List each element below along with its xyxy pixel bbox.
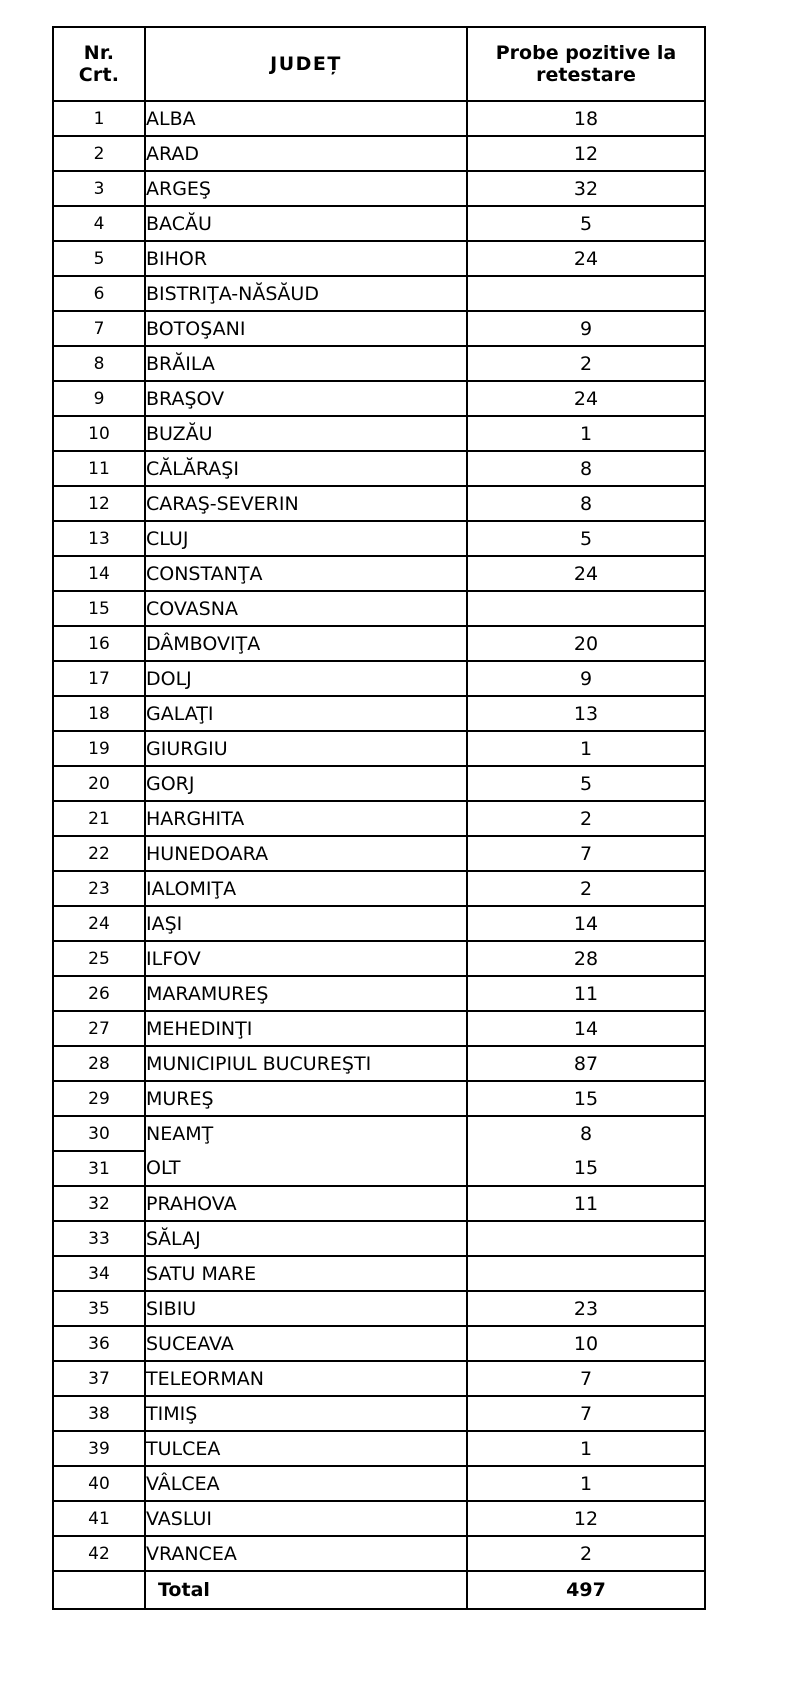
- cell-probe-pozitive: 28: [467, 941, 705, 976]
- cell-nr-crt: 7: [53, 311, 145, 346]
- cell-probe-pozitive: 10: [467, 1326, 705, 1361]
- cell-judet: BOTOŞANI: [145, 311, 467, 346]
- table-body: [53, 101, 705, 1609]
- cell-judet: VASLUI: [145, 1501, 467, 1536]
- cell-nr-crt: 11: [53, 451, 145, 486]
- cell-judet: MUREŞ: [145, 1081, 467, 1116]
- cell-judet: ARAD: [145, 136, 467, 171]
- cell-probe-pozitive: 15: [467, 1081, 705, 1116]
- cell-judet: CARAŞ-SEVERIN: [145, 486, 467, 521]
- cell-probe-pozitive: 5: [467, 206, 705, 241]
- cell-nr-crt: 41: [53, 1501, 145, 1536]
- cell-judet: GORJ: [145, 766, 467, 801]
- cell-nr-crt: 13: [53, 521, 145, 556]
- cell-probe-pozitive: [467, 1221, 705, 1256]
- table-row: [53, 591, 705, 626]
- cell-probe-pozitive: 18: [467, 101, 705, 136]
- header-probe-line1: Probe pozitive la: [495, 41, 677, 64]
- cell-probe-pozitive: [467, 591, 705, 626]
- table-header: [53, 27, 705, 101]
- cell-probe-pozitive: 1: [467, 416, 705, 451]
- header-judet: JUDEȚ: [145, 27, 467, 101]
- table-row: [53, 1256, 705, 1291]
- cell-probe-pozitive: [467, 1256, 705, 1291]
- cell-nr-crt: 8: [53, 346, 145, 381]
- cell-probe-pozitive: 2: [467, 346, 705, 381]
- cell-probe-pozitive: 32: [467, 171, 705, 206]
- cell-probe-pozitive: 9: [467, 661, 705, 696]
- table-row: [53, 1466, 705, 1501]
- cell-nr-crt: 34: [53, 1256, 145, 1291]
- cell-nr-crt: 17: [53, 661, 145, 696]
- cell-judet: SATU MARE: [145, 1256, 467, 1291]
- cell-judet: TELEORMAN: [145, 1361, 467, 1396]
- cell-probe-pozitive: 2: [467, 871, 705, 906]
- table-row: [53, 731, 705, 766]
- cell-nr-crt: 20: [53, 766, 145, 801]
- table-row: [53, 171, 705, 206]
- cell-nr-crt: 15: [53, 591, 145, 626]
- table-row: [53, 1326, 705, 1361]
- cell-judet: GIURGIU: [145, 731, 467, 766]
- cell-nr-crt: 29: [53, 1081, 145, 1116]
- cell-probe-pozitive: 1: [467, 1431, 705, 1466]
- cell-nr-crt: 9: [53, 381, 145, 416]
- cell-judet: ILFOV: [145, 941, 467, 976]
- cell-judet: MARAMUREŞ: [145, 976, 467, 1011]
- cell-probe-pozitive: 12: [467, 1501, 705, 1536]
- cell-judet: CLUJ: [145, 521, 467, 556]
- cell-nr-crt: 27: [53, 1011, 145, 1046]
- table-row: [53, 1151, 705, 1186]
- table-row: [53, 941, 705, 976]
- table-row: [53, 416, 705, 451]
- table-row: [53, 1501, 705, 1536]
- cell-judet: IAŞI: [145, 906, 467, 941]
- cell-judet: ALBA: [145, 101, 467, 136]
- cell-judet: SIBIU: [145, 1291, 467, 1326]
- table-row: [53, 906, 705, 941]
- cell-probe-pozitive: 1: [467, 731, 705, 766]
- table-row: [53, 1011, 705, 1046]
- cell-judet: NEAMŢ: [145, 1116, 467, 1151]
- cell-judet: TULCEA: [145, 1431, 467, 1466]
- cell-nr-crt: 21: [53, 801, 145, 836]
- cell-nr-crt: 10: [53, 416, 145, 451]
- table-row: [53, 556, 705, 591]
- cell-probe-pozitive: 7: [467, 1396, 705, 1431]
- table-row: [53, 241, 705, 276]
- cell-probe-pozitive: 14: [467, 906, 705, 941]
- cell-judet: OLT: [145, 1151, 467, 1186]
- cell-nr-crt: 23: [53, 871, 145, 906]
- table-row: [53, 276, 705, 311]
- header-probe-line2: retestare: [536, 64, 636, 86]
- cell-probe-pozitive: 15: [467, 1151, 705, 1186]
- cell-nr-crt: 38: [53, 1396, 145, 1431]
- table-row: [53, 1431, 705, 1466]
- table-row: [53, 311, 705, 346]
- cell-total-value: 497: [467, 1571, 705, 1609]
- cell-probe-pozitive: 2: [467, 1536, 705, 1571]
- cell-judet: VRANCEA: [145, 1536, 467, 1571]
- cell-judet: BRĂILA: [145, 346, 467, 381]
- cell-total-nr: [53, 1571, 145, 1609]
- cell-probe-pozitive: 87: [467, 1046, 705, 1081]
- header-nr-line2: Crt.: [78, 64, 120, 86]
- table-row: [53, 836, 705, 871]
- table-row: [53, 1536, 705, 1571]
- cell-nr-crt: 36: [53, 1326, 145, 1361]
- cell-nr-crt: 26: [53, 976, 145, 1011]
- table-row: [53, 1361, 705, 1396]
- cell-nr-crt: 6: [53, 276, 145, 311]
- table-row: [53, 206, 705, 241]
- cell-probe-pozitive: 13: [467, 696, 705, 731]
- table-row: [53, 1221, 705, 1256]
- cell-judet: BISTRIŢA-NĂSĂUD: [145, 276, 467, 311]
- cell-nr-crt: 37: [53, 1361, 145, 1396]
- cell-probe-pozitive: 23: [467, 1291, 705, 1326]
- cell-probe-pozitive: 24: [467, 381, 705, 416]
- header-nr-crt: [53, 27, 145, 101]
- cell-nr-crt: 18: [53, 696, 145, 731]
- table-row: [53, 801, 705, 836]
- cell-nr-crt: 19: [53, 731, 145, 766]
- cell-judet: HUNEDOARA: [145, 836, 467, 871]
- header-probe-pozitive: [467, 27, 705, 101]
- cell-nr-crt: 2: [53, 136, 145, 171]
- cell-probe-pozitive: 11: [467, 1186, 705, 1221]
- cell-probe-pozitive: 7: [467, 836, 705, 871]
- cell-probe-pozitive: 2: [467, 801, 705, 836]
- table-row: [53, 871, 705, 906]
- table-total-row: [53, 1571, 705, 1609]
- cell-nr-crt: 39: [53, 1431, 145, 1466]
- table-row: [53, 451, 705, 486]
- cell-judet: TIMIŞ: [145, 1396, 467, 1431]
- cell-judet: SĂLAJ: [145, 1221, 467, 1256]
- cell-nr-crt: 14: [53, 556, 145, 591]
- cell-probe-pozitive: 8: [467, 486, 705, 521]
- table-row: [53, 346, 705, 381]
- cell-judet: BUZĂU: [145, 416, 467, 451]
- header-row: [53, 27, 705, 101]
- table-row: [53, 486, 705, 521]
- cell-nr-crt: 35: [53, 1291, 145, 1326]
- cell-probe-pozitive: 11: [467, 976, 705, 1011]
- cell-probe-pozitive: 24: [467, 241, 705, 276]
- cell-judet: CONSTANŢA: [145, 556, 467, 591]
- cell-judet: MUNICIPIUL BUCUREŞTI: [145, 1046, 467, 1081]
- cell-judet: ARGEŞ: [145, 171, 467, 206]
- cell-nr-crt: 1: [53, 101, 145, 136]
- cell-nr-crt: 40: [53, 1466, 145, 1501]
- cell-judet: COVASNA: [145, 591, 467, 626]
- table-row: [53, 101, 705, 136]
- cell-judet: BACĂU: [145, 206, 467, 241]
- table-row: [53, 626, 705, 661]
- cell-probe-pozitive: 7: [467, 1361, 705, 1396]
- cell-judet: DOLJ: [145, 661, 467, 696]
- cell-judet: BRAŞOV: [145, 381, 467, 416]
- cell-nr-crt: 3: [53, 171, 145, 206]
- cell-probe-pozitive: [467, 276, 705, 311]
- cell-probe-pozitive: 20: [467, 626, 705, 661]
- cell-judet: BIHOR: [145, 241, 467, 276]
- cell-probe-pozitive: 8: [467, 1116, 705, 1151]
- cell-probe-pozitive: 12: [467, 136, 705, 171]
- cell-nr-crt: 25: [53, 941, 145, 976]
- cell-judet: VÂLCEA: [145, 1466, 467, 1501]
- header-nr-line1: Nr.: [83, 41, 115, 64]
- cell-probe-pozitive: 24: [467, 556, 705, 591]
- table-row: [53, 1291, 705, 1326]
- cell-nr-crt: 28: [53, 1046, 145, 1081]
- table-row: [53, 1116, 705, 1151]
- cell-judet: CĂLĂRAŞI: [145, 451, 467, 486]
- table-row: [53, 1046, 705, 1081]
- cell-nr-crt: 24: [53, 906, 145, 941]
- table-row: [53, 136, 705, 171]
- cell-nr-crt: 4: [53, 206, 145, 241]
- table-row: [53, 976, 705, 1011]
- cell-probe-pozitive: 5: [467, 521, 705, 556]
- table-row: [53, 1396, 705, 1431]
- cell-nr-crt: 30: [53, 1116, 145, 1151]
- cell-judet: DÂMBOVIŢA: [145, 626, 467, 661]
- cell-probe-pozitive: 5: [467, 766, 705, 801]
- cell-judet: PRAHOVA: [145, 1186, 467, 1221]
- table-row: [53, 1081, 705, 1116]
- cell-total-label: Total: [145, 1571, 467, 1609]
- cell-nr-crt: 16: [53, 626, 145, 661]
- cell-nr-crt: 22: [53, 836, 145, 871]
- table-row: [53, 661, 705, 696]
- cell-judet: MEHEDINŢI: [145, 1011, 467, 1046]
- counties-retest-table: [52, 26, 706, 1610]
- cell-probe-pozitive: 1: [467, 1466, 705, 1501]
- cell-probe-pozitive: 9: [467, 311, 705, 346]
- cell-nr-crt: 33: [53, 1221, 145, 1256]
- cell-nr-crt: 12: [53, 486, 145, 521]
- cell-nr-crt: 31: [53, 1151, 145, 1186]
- table-row: [53, 766, 705, 801]
- table-row: [53, 521, 705, 556]
- cell-judet: IALOMIŢA: [145, 871, 467, 906]
- table-row: [53, 1186, 705, 1221]
- cell-nr-crt: 32: [53, 1186, 145, 1221]
- cell-judet: SUCEAVA: [145, 1326, 467, 1361]
- cell-judet: GALAŢI: [145, 696, 467, 731]
- table-row: [53, 381, 705, 416]
- cell-probe-pozitive: 8: [467, 451, 705, 486]
- cell-nr-crt: 5: [53, 241, 145, 276]
- cell-judet: HARGHITA: [145, 801, 467, 836]
- cell-nr-crt: 42: [53, 1536, 145, 1571]
- cell-probe-pozitive: 14: [467, 1011, 705, 1046]
- table-row: [53, 696, 705, 731]
